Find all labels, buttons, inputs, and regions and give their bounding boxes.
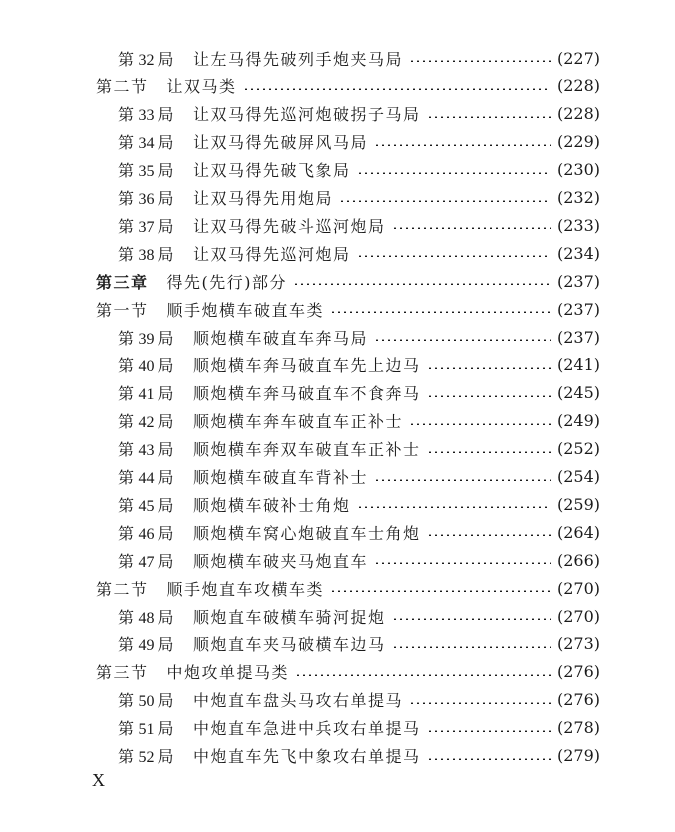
- entry-number: 49: [138, 637, 155, 655]
- entry-page-number: (254): [556, 467, 600, 486]
- entry-prefix: 第: [118, 161, 136, 181]
- entry-page-number: (233): [556, 215, 600, 235]
- dot-leader: [392, 227, 551, 229]
- entry-page-number: (237): [556, 299, 600, 319]
- entry-prefix: 第: [118, 356, 136, 376]
- dot-leader: [330, 590, 551, 592]
- toc-entry-label: [118, 716, 421, 739]
- toc-entry-label: [118, 130, 368, 153]
- dot-leader: [427, 395, 551, 397]
- entry-prefix: 第: [118, 49, 136, 69]
- entry-number: 33: [138, 107, 155, 125]
- toc-entry-game: [118, 602, 600, 630]
- entry-heading: 第三章: [96, 272, 149, 292]
- entry-page-number: (228): [556, 76, 600, 96]
- toc-entry-label: [118, 549, 368, 572]
- toc-entry-label: [96, 74, 237, 97]
- entry-title: 顺炮直车破横车骑河捉炮: [193, 607, 386, 627]
- dot-leader: [293, 283, 551, 285]
- entry-number: 47: [138, 553, 155, 571]
- toc-entry-section: [96, 658, 600, 686]
- entry-suffix: 局: [157, 495, 176, 515]
- toc-entry-game: [118, 100, 600, 128]
- entry-suffix: 局: [157, 691, 176, 711]
- entry-heading: 第一节: [96, 300, 149, 320]
- entry-suffix: 局: [157, 468, 176, 487]
- toc-entry-game: [118, 379, 600, 407]
- entry-page-number: (249): [556, 411, 600, 431]
- entry-title: 让双马得先巡河炮破拐子马局: [193, 105, 421, 125]
- entry-prefix: 第: [118, 523, 136, 543]
- dot-leader: [427, 116, 551, 118]
- toc-entry-game: [118, 435, 600, 463]
- entry-prefix: 第: [118, 244, 136, 264]
- entry-title: 顺炮横车破夹马炮直车: [193, 551, 369, 571]
- entry-page-number: (278): [556, 718, 600, 738]
- toc-entry-game: [118, 407, 600, 435]
- entry-page-number: (266): [556, 550, 600, 570]
- entry-number: 48: [138, 609, 155, 627]
- entry-prefix: 第: [118, 440, 136, 460]
- entry-page-number: (273): [556, 634, 600, 654]
- dot-leader: [374, 339, 551, 341]
- entry-page-number: (259): [556, 494, 600, 514]
- entry-title: 让双马得先巡河炮局: [193, 244, 351, 264]
- toc-entry-section: [96, 574, 600, 602]
- toc-entry-label: [118, 47, 403, 70]
- toc-entry-game: [118, 323, 600, 351]
- dot-leader: [374, 144, 551, 146]
- entry-prefix: 第: [118, 384, 136, 404]
- toc-entry-label: [118, 521, 421, 544]
- entry-prefix: 第: [118, 328, 136, 348]
- dot-leader: [427, 730, 551, 732]
- toc-entry-game: [118, 490, 600, 518]
- entry-number: 42: [138, 414, 155, 432]
- dot-leader: [374, 479, 551, 481]
- entry-number: 35: [138, 163, 155, 181]
- toc-entry-section: [96, 295, 600, 323]
- entry-suffix: 局: [157, 161, 176, 181]
- toc-entry-game: [118, 156, 600, 184]
- entry-title: 顺炮横车破直车背补士: [193, 468, 369, 487]
- dot-leader: [427, 451, 551, 453]
- entry-heading: 第三节: [96, 663, 149, 683]
- entry-title: 顺炮直车夹马破横车边马: [193, 635, 386, 655]
- entry-suffix: 局: [157, 189, 176, 208]
- entry-prefix: 第: [118, 216, 136, 236]
- entry-title: 让左马得先破列手炮夹马局: [193, 49, 404, 69]
- dot-leader: [339, 200, 551, 202]
- entry-page-number: (245): [556, 383, 600, 403]
- entry-suffix: 局: [157, 607, 176, 627]
- toc-entry-game: [118, 686, 600, 714]
- entry-title: 得先(先行)部分: [166, 272, 288, 292]
- toc-entry-game: [118, 184, 600, 212]
- dot-leader: [409, 423, 551, 425]
- entry-page-number: (276): [556, 690, 600, 710]
- dot-leader: [357, 506, 551, 508]
- entry-number: 41: [138, 386, 155, 404]
- entry-prefix: 第: [118, 468, 136, 487]
- toc-entry-chapter: [96, 267, 600, 295]
- entry-suffix: 局: [157, 328, 176, 348]
- entry-title: 顺炮横车破直车奔马局: [193, 328, 369, 348]
- entry-prefix: 第: [118, 105, 136, 125]
- dot-leader: [392, 646, 551, 648]
- entry-number: 37: [138, 218, 155, 236]
- entry-number: 45: [138, 497, 155, 515]
- entry-title: 让双马类: [166, 77, 237, 97]
- entry-suffix: 局: [157, 747, 176, 766]
- dot-leader: [409, 60, 551, 62]
- entry-title: 让双马得先破飞象局: [193, 161, 351, 181]
- entry-number: 52: [138, 749, 155, 766]
- entry-page-number: (230): [556, 160, 600, 180]
- entry-page-number: (270): [556, 578, 600, 598]
- dot-leader: [357, 255, 551, 257]
- toc-entry-game: [118, 518, 600, 546]
- entry-number: 40: [138, 358, 155, 376]
- entry-page-number: (276): [556, 662, 600, 682]
- toc-entry-label: [118, 465, 368, 488]
- entry-suffix: 局: [157, 133, 176, 153]
- entry-title: 中炮攻单提马类: [166, 663, 290, 683]
- entry-suffix: 局: [157, 356, 176, 376]
- entry-title: 顺手炮横车破直车类: [166, 300, 325, 320]
- entry-title: 让双马得先破屏风马局: [193, 133, 369, 153]
- entry-title: 顺炮横车奔马破直车不食奔马: [193, 384, 421, 404]
- entry-title: 中炮直车盘头马攻右单提马: [193, 691, 404, 711]
- entry-title: 顺手炮直车攻横车类: [166, 579, 325, 599]
- toc-entry-label: [118, 242, 351, 265]
- toc-entry-game: [118, 714, 600, 742]
- entry-number: 43: [138, 442, 155, 460]
- toc-entry-label: [96, 577, 324, 600]
- toc-entry-label: [118, 353, 421, 376]
- toc-entry-label: [118, 158, 351, 181]
- entry-number: 34: [138, 135, 155, 153]
- entry-prefix: 第: [118, 691, 136, 711]
- dot-leader: [357, 172, 551, 174]
- toc-entry-game: [118, 351, 600, 379]
- entry-suffix: 局: [157, 244, 176, 264]
- toc-entry-game: [118, 742, 600, 770]
- entry-heading: 第二节: [96, 579, 149, 599]
- toc-entry-label: [118, 605, 386, 628]
- entry-suffix: 局: [157, 216, 176, 236]
- entry-suffix: 局: [157, 635, 176, 655]
- toc-entry-label: [96, 298, 324, 321]
- toc-entry-label: [118, 493, 351, 516]
- entry-prefix: 第: [118, 719, 136, 739]
- entry-page-number: (229): [556, 132, 600, 152]
- entry-number: 44: [138, 470, 155, 487]
- entry-heading: 第二节: [96, 77, 149, 97]
- entry-title: 中炮直车先飞中象攻右单提马: [193, 747, 421, 766]
- entry-suffix: 局: [157, 105, 176, 125]
- entry-page-number: (241): [556, 355, 600, 375]
- entry-prefix: 第: [118, 551, 136, 571]
- dot-leader: [330, 311, 551, 313]
- entry-title: 顺炮横车奔车破直车正补士: [193, 412, 404, 432]
- toc-entry-section: [96, 72, 600, 100]
- toc-entry-label: [118, 326, 368, 349]
- dot-leader: [427, 534, 551, 536]
- entry-number: 38: [138, 246, 155, 264]
- toc-entry-label: [118, 632, 386, 655]
- toc-entry-label: [118, 744, 421, 767]
- toc-entry-label: [118, 437, 421, 460]
- entry-page-number: (264): [556, 522, 600, 542]
- toc-entry-game: [118, 546, 600, 574]
- entry-title: 顺炮横车窝心炮破直车士角炮: [193, 523, 421, 543]
- entry-suffix: 局: [157, 412, 176, 432]
- entry-suffix: 局: [157, 440, 176, 460]
- dot-leader: [374, 562, 551, 564]
- dot-leader: [427, 367, 551, 369]
- entry-page-number: (252): [556, 439, 600, 459]
- dot-leader: [295, 674, 551, 676]
- toc-entry-label: [118, 688, 403, 711]
- toc-entry-label: [96, 270, 287, 293]
- entry-number: 51: [138, 721, 155, 739]
- entry-suffix: 局: [157, 49, 176, 69]
- toc-entry-label: [118, 409, 403, 432]
- entry-suffix: 局: [157, 384, 176, 404]
- entry-page-number: (227): [556, 48, 600, 68]
- entry-prefix: 第: [118, 607, 136, 627]
- entry-title: 顺炮横车奔马破直车先上边马: [193, 356, 421, 376]
- entry-page-number: (234): [556, 243, 600, 263]
- entry-prefix: 第: [118, 495, 136, 515]
- entry-suffix: 局: [157, 719, 176, 739]
- entry-page-number: (279): [556, 746, 600, 765]
- page-number: X: [92, 770, 105, 790]
- entry-title: 让双马得先破斗巡河炮局: [193, 216, 386, 236]
- entry-prefix: 第: [118, 747, 136, 766]
- toc-entry-label: [118, 186, 333, 209]
- entry-number: 36: [138, 191, 155, 208]
- toc-entry-label: [118, 102, 421, 125]
- dot-leader: [243, 88, 551, 90]
- entry-page-number: (237): [556, 327, 600, 347]
- toc-entry-game: [118, 128, 600, 156]
- entry-number: 50: [138, 693, 155, 711]
- entry-prefix: 第: [118, 412, 136, 432]
- toc-entry-game: [118, 239, 600, 267]
- entry-prefix: 第: [118, 133, 136, 153]
- entry-number: 39: [138, 330, 155, 348]
- toc-entry-game: [118, 211, 600, 239]
- entry-title: 顺炮横车破补士角炮: [193, 495, 351, 515]
- entry-title: 中炮直车急进中兵攻右单提马: [193, 719, 421, 739]
- dot-leader: [392, 618, 551, 620]
- entry-number: 46: [138, 525, 155, 543]
- toc-entry-game: [118, 463, 600, 491]
- toc-entry-label: [96, 660, 289, 683]
- entry-suffix: 局: [157, 551, 176, 571]
- entry-page-number: (232): [556, 188, 600, 207]
- entry-title: 让双马得先用炮局: [193, 189, 334, 208]
- entry-title: 顺炮横车奔双车破直车正补士: [193, 440, 421, 460]
- toc-entry-game: [118, 44, 600, 72]
- toc-entry-label: [118, 381, 421, 404]
- entry-prefix: 第: [118, 635, 136, 655]
- entry-suffix: 局: [157, 523, 176, 543]
- entry-page-number: (237): [556, 271, 600, 291]
- toc-entry-game: [118, 630, 600, 658]
- dot-leader: [409, 702, 551, 704]
- dot-leader: [427, 758, 551, 760]
- entry-prefix: 第: [118, 189, 136, 208]
- toc-entry-label: [118, 214, 386, 237]
- entry-page-number: (228): [556, 104, 600, 124]
- entry-page-number: (270): [556, 606, 600, 626]
- entry-number: 32: [138, 51, 155, 69]
